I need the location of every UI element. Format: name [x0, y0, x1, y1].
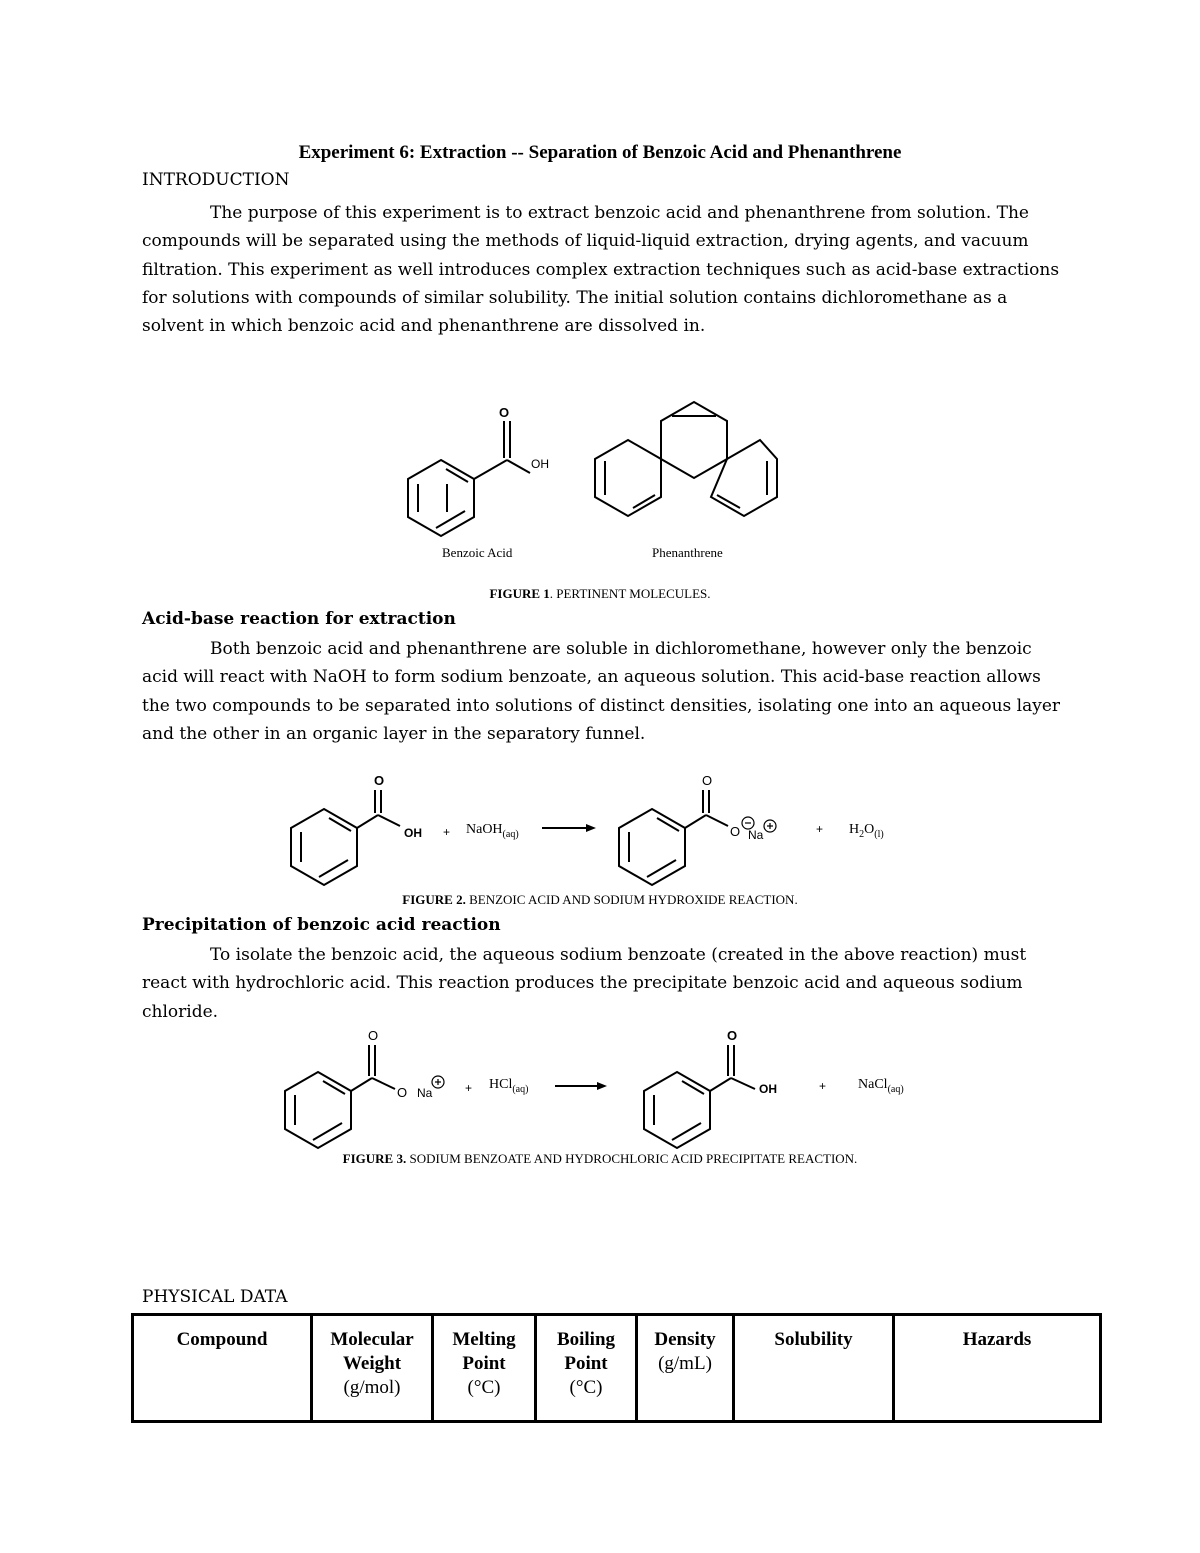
figure-2-caption-label: FIGURE 2. — [402, 892, 466, 907]
fig2-o-label-2: O — [702, 773, 713, 788]
figure-2-caption — [0, 892, 1200, 908]
fig2-naoh — [466, 822, 519, 840]
column-unit: (g/mL) — [658, 1353, 712, 1374]
column-name: Molecular Weight — [330, 1329, 414, 1374]
intro-paragraph — [142, 199, 1062, 340]
physical-data-table — [131, 1313, 1102, 1423]
fig3-nacl — [858, 1077, 904, 1095]
fig2-oh-label: OH — [404, 826, 422, 840]
table-header-cell — [637, 1315, 734, 1422]
table-header-cell — [312, 1315, 433, 1422]
figure-3-caption — [0, 1151, 1200, 1167]
table-header-cell — [433, 1315, 536, 1422]
acid-base-paragraph — [142, 635, 1062, 748]
precipitation-paragraph-text: To isolate the benzoic acid, the aqueous sodium benzoate (created in the above reaction) must react with hydrochloric acid. This reaction produces the precipitate benzoic acid and aqueous sodium chloride. — [142, 945, 1027, 1022]
column-unit: (°C) — [569, 1377, 603, 1398]
fig2-benzoic-acid — [291, 790, 400, 885]
physical-data-heading: PHYSICAL DATA — [142, 1287, 288, 1307]
precipitation-heading: Precipitation of benzoic acid reaction — [142, 915, 501, 935]
fig2-h2o — [849, 822, 884, 840]
table-header-row — [133, 1315, 1101, 1422]
fig2-o-label-1: O — [374, 773, 385, 788]
figure-3-caption-text: SODIUM BENZOATE AND HYDROCHLORIC ACID PRECIPITATE REACTION. — [406, 1151, 858, 1166]
precipitation-paragraph — [142, 941, 1062, 1026]
fig3-o-label-1: O — [368, 1028, 379, 1043]
figure-1-caption-label: FIGURE 1 — [489, 586, 550, 601]
figure-1-caption-text: . PERTINENT MOLECULES. — [549, 586, 711, 601]
benzoic-acid-structure — [408, 421, 530, 536]
table-header-cell — [133, 1315, 312, 1422]
fig3-hcl-sub: (aq) — [512, 1084, 529, 1095]
fig3-hcl-formula: HCl — [489, 1077, 513, 1092]
fig2-h2o-h: H — [849, 822, 860, 837]
fig3-plus-2: + — [819, 1079, 827, 1093]
fig3-o-minus: O — [397, 1085, 408, 1100]
fig3-nacl-sub: (aq) — [887, 1084, 904, 1095]
table-header-cell — [894, 1315, 1101, 1422]
figure-1-molecules — [395, 395, 795, 575]
fig3-o-label-2: O — [727, 1028, 738, 1043]
fig3-na-label: Na — [417, 1086, 433, 1100]
fig1-oh-label: OH — [531, 457, 549, 471]
fig2-o-minus: O — [730, 824, 741, 839]
fig2-h2o-sub: (l) — [874, 829, 884, 840]
column-name: Compound — [176, 1329, 268, 1350]
fig2-naoh-sub: (aq) — [502, 829, 519, 840]
column-name: Solubility — [774, 1329, 853, 1350]
fig2-h2o-o: O — [864, 822, 875, 837]
fig1-o-label: O — [499, 405, 510, 420]
acid-base-paragraph-text: Both benzoic acid and phenanthrene are soluble in dichloromethane, however only the benzoic acid will react with NaOH to form sodium benzoate, an aqueous solution. This acid-base reaction allows the two compounds to be separated into solutions of distinct densities, isolating one into an aqueous layer and the other in an organic layer in the separatory funnel. — [142, 639, 1061, 744]
fig3-plus-1: + — [465, 1081, 473, 1095]
fig3-benzoic-acid — [644, 1045, 755, 1148]
column-unit: (g/mol) — [343, 1377, 401, 1398]
fig2-h2o-2: 2 — [859, 829, 865, 840]
table-header-cell — [536, 1315, 637, 1422]
figure-2-caption-text: BENZOIC ACID AND SODIUM HYDROXIDE REACTION. — [465, 892, 798, 907]
fig2-sodium-benzoate — [619, 790, 728, 885]
figure-3-reaction — [275, 1025, 935, 1150]
figure-2-reaction — [280, 770, 920, 890]
intro-heading: INTRODUCTION — [142, 170, 290, 190]
fig3-hcl — [489, 1077, 528, 1095]
acid-base-heading: Acid-base reaction for extraction — [142, 609, 456, 629]
document-title: Experiment 6: Extraction -- Separation of Benzoic Acid and Phenanthrene — [298, 142, 902, 163]
figure-3-caption-label: FIGURE 3. — [342, 1151, 407, 1166]
fig2-plus-1: + — [443, 825, 451, 839]
fig2-plus-2: + — [816, 822, 824, 836]
fig2-na-label: Na — [748, 828, 764, 842]
fig3-nacl-formula: NaCl — [858, 1077, 888, 1092]
phenanthrene-structure — [595, 402, 777, 516]
column-name: Hazards — [962, 1329, 1032, 1350]
intro-paragraph-text: The purpose of this experiment is to extract benzoic acid and phenanthrene from solution. The compounds will be separated using the methods of liquid-liquid extraction, drying agents, and vacuum filtration. This experiment as well introduces complex extraction techniques such as acid-base extractions for solutions with compounds of similar solubility. The initial solution contains dichloromethane as a solvent in which benzoic acid and phenanthrene are dissolved in. — [142, 203, 1060, 337]
table-header-cell — [734, 1315, 894, 1422]
fig1-benzoic-label: Benzoic Acid — [442, 545, 513, 560]
fig3-oh-label: OH — [759, 1082, 777, 1096]
column-name: Density — [654, 1329, 716, 1350]
fig3-sodium-benzoate — [285, 1045, 395, 1148]
column-unit: (°C) — [467, 1377, 501, 1398]
column-name: Melting Point — [452, 1329, 516, 1374]
fig1-phenanthrene-label: Phenanthrene — [652, 545, 723, 560]
fig2-naoh-formula: NaOH — [466, 822, 503, 837]
figure-1-caption — [0, 586, 1200, 602]
column-name: Boiling Point — [556, 1329, 616, 1374]
